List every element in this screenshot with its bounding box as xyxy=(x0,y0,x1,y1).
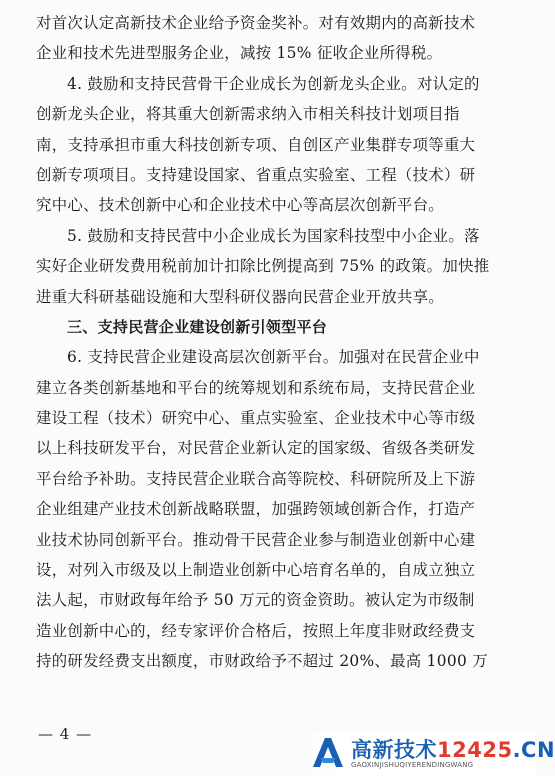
body-line: 实好企业研发费用税前加计扣除比例提高到 75% 的政策。加快推 xyxy=(36,257,490,276)
paragraph-4-start: 4. 鼓励和支持民营骨干企业成长为创新龙头企业。对认定的 xyxy=(67,74,480,93)
body-line: 造业创新中心的，经专家评价合格后，按照上年度非财政经费支 xyxy=(36,621,476,640)
watermark-title-suffix: .CN xyxy=(512,738,555,762)
watermark-title xyxy=(351,734,555,764)
body-line: 进重大科研基础设施和大型科研仪器向民营企业开放共享。 xyxy=(36,287,444,306)
body-line: 持的研发经费支出额度，市财政给予不超过 20%、最高 1000 万 xyxy=(36,652,488,671)
body-line: 建设工程（技术）研究中心、重点实验室、企业技术中心等市级 xyxy=(36,409,476,428)
body-line: 设，对列入市级及以上制造业创新中心培育名单的，自成立独立 xyxy=(36,561,476,580)
paragraph-5-start: 5. 鼓励和支持民营中小企业成长为国家科技型中小企业。落 xyxy=(67,226,480,245)
body-line: 平台给予补助。支持民营企业联合高等院校、科研院所及上下游 xyxy=(36,469,476,488)
body-line: 企业和技术先进型服务企业，减按 15% 征收企业所得税。 xyxy=(36,44,443,63)
document-body xyxy=(36,8,512,677)
paragraph-6-start: 6. 支持民营企业建设高层次创新平台。加强对在民营企业中 xyxy=(67,348,480,367)
watermark-title-main: 高新技术 xyxy=(351,738,437,762)
body-line: 以上科技研发平台，对民营企业新认定的国家级、省级各类研发 xyxy=(36,439,476,458)
body-line: 创新龙头企业，将其重大创新需求纳入市相关科技计划项目指 xyxy=(36,105,460,124)
body-line: 法人起，市财政每年给予 50 万元的资金资助。被认定为市级制 xyxy=(36,591,475,610)
body-line: 业技术协同创新平台。推动骨干民营企业参与制造业创新中心建 xyxy=(36,530,476,549)
watermark-title-number: 12425 xyxy=(437,738,513,762)
body-line: 企业组建产业技术创新战略联盟，加强跨领域创新合作，打造产 xyxy=(36,500,476,519)
body-line: 创新专项项目。支持建设国家、省重点实验室、工程（技术）研 xyxy=(36,165,476,184)
body-line: 究中心、技术创新中心和企业技术中心等高层次创新平台。 xyxy=(36,196,444,215)
body-line: 对首次认定高新技术企业给予资金奖补。对有效期内的高新技术 xyxy=(36,14,476,32)
body-line: 南，支持承担市重大科技创新专项、自创区产业集群专项等重大 xyxy=(36,135,476,154)
body-line: 建立各类创新基地和平台的统筹规划和系统布局，支持民营企业 xyxy=(36,378,476,397)
page-number: — 4 — xyxy=(38,725,93,743)
section-heading: 三、支持民营企业建设创新引领型平台 xyxy=(67,317,328,336)
logo-a-icon xyxy=(309,735,345,769)
watermark-subtitle: GAOXINJISHUQIYERENDINGWANG xyxy=(351,761,474,769)
site-watermark xyxy=(295,732,555,776)
